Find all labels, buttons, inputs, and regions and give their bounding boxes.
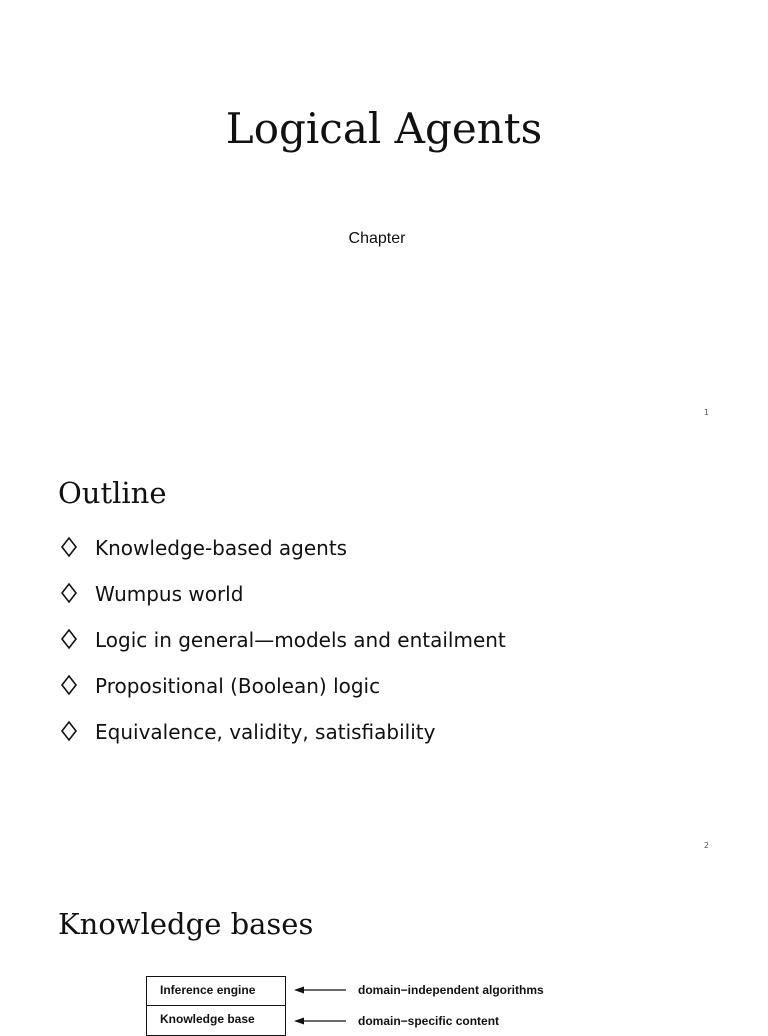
slide-heading: Outline	[58, 476, 167, 510]
slide-1	[0, 0, 768, 432]
white-diamond-icon	[60, 536, 78, 558]
slide-3	[0, 864, 768, 1028]
white-diamond-icon	[60, 674, 78, 696]
white-diamond-icon	[60, 628, 78, 650]
bullet-text: Propositional (Boolean) logic	[95, 674, 381, 698]
bullet-text: Equivalence, validity, satisfiability	[95, 720, 436, 744]
knowledge-base-diagram	[146, 976, 566, 1036]
white-diamond-icon	[60, 582, 78, 604]
slide-2	[0, 432, 768, 864]
left-arrow-icon	[294, 1016, 346, 1026]
bullet-list	[60, 536, 506, 766]
inference-engine-box: Inference engine	[146, 976, 286, 1006]
bullet-text: Knowledge-based agents	[95, 536, 348, 560]
bullet-text: Logic in general—models and entailment	[95, 628, 506, 652]
list-item	[60, 674, 506, 720]
slide-title: Logical Agents	[225, 104, 543, 153]
domain-specific-label: domain−specific content	[358, 1014, 500, 1028]
domain-independent-label: domain−independent algorithms	[358, 983, 544, 997]
list-item	[60, 582, 506, 628]
left-arrow-icon	[294, 985, 346, 995]
list-item	[60, 536, 506, 582]
knowledge-base-box: Knowledge base	[146, 1006, 286, 1036]
page-number: 2	[703, 841, 709, 850]
list-item	[60, 628, 506, 674]
slide-heading: Knowledge bases	[58, 907, 314, 941]
page-number: 1	[703, 408, 709, 417]
bullet-text: Wumpus world	[95, 582, 244, 606]
list-item	[60, 720, 506, 766]
white-diamond-icon	[60, 720, 78, 742]
slide-subtitle: Chapter	[348, 230, 406, 247]
